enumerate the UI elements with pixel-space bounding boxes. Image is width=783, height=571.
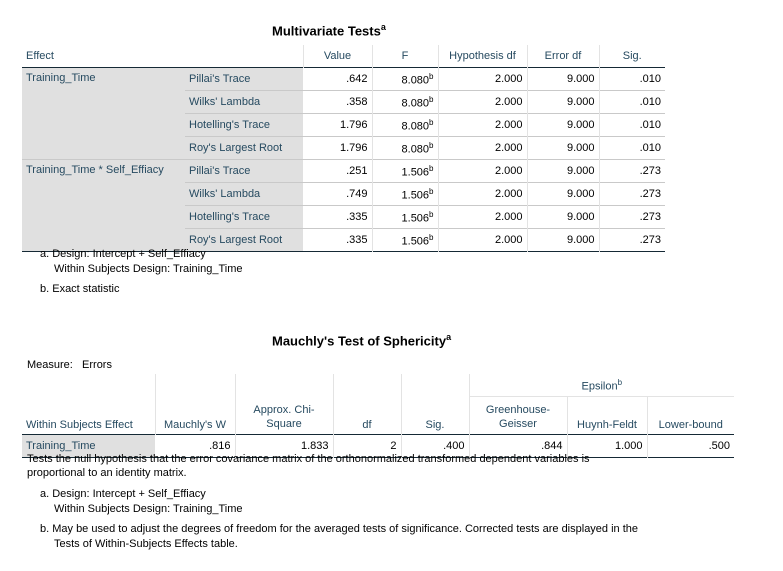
header-lower-bound: Lower-bound	[647, 397, 734, 435]
row-f-value: 1.506	[401, 235, 430, 248]
row-statistic: Wilks' Lambda	[185, 91, 303, 114]
multivariate-footnote-b: b. Exact statistic	[40, 283, 120, 295]
row-effect: Training_Time	[22, 434, 155, 457]
header-sig: Sig.	[599, 45, 665, 68]
header-within-subjects-effect: Within Subjects Effect	[26, 418, 133, 431]
mauchly-footnote-a-2: Within Subjects Design: Training_Time	[54, 503, 243, 515]
row-statistic: Roy's Largest Root	[185, 229, 303, 252]
row-value: .251	[346, 165, 368, 177]
row-f-value: 1.506	[401, 166, 430, 179]
header-chi-line1: Approx. Chi-	[253, 403, 315, 416]
row-hypothesis-df: 2.000	[438, 183, 527, 206]
header-df: df	[333, 397, 401, 435]
header-value: Value	[303, 45, 372, 68]
row-huynh-feldt: 1.000	[567, 434, 647, 457]
blank-cell	[333, 374, 401, 397]
row-error-df: 9.000	[527, 229, 599, 252]
row-hypothesis-df: 2.000	[438, 68, 527, 91]
row-value: 1.796	[303, 137, 372, 160]
row-f-value: 8.080	[401, 74, 430, 87]
row-hypothesis-df: 2.000	[438, 114, 527, 137]
row-f	[372, 114, 438, 137]
row-statistic: Hotelling's Trace	[185, 114, 303, 137]
row-f-sup: b	[429, 140, 434, 150]
row-sig: .273	[599, 183, 665, 206]
row-f-value: 1.506	[401, 212, 430, 225]
blank-cell	[401, 374, 469, 397]
row-sig: .010	[599, 91, 665, 114]
measure-value: Errors	[82, 359, 112, 371]
multivariate-title-sup: a	[380, 22, 386, 32]
row-value: .358	[303, 91, 372, 114]
row-f	[372, 229, 438, 252]
row-error-df: 9.000	[527, 183, 599, 206]
row-statistic: Hotelling's Trace	[185, 206, 303, 229]
multivariate-title-text: Multivariate Tests	[272, 23, 381, 39]
multivariate-footnote-a-2: Within Subjects Design: Training_Time	[54, 263, 243, 275]
null-hypothesis-note-1: Tests the null hypothesis that the error covariance matrix of the orthonormalized transformed dependent variables is	[27, 453, 590, 465]
row-f-value: 8.080	[401, 120, 430, 133]
row-error-df: 9.000	[527, 68, 599, 91]
row-error-df: 9.000	[527, 160, 599, 183]
row-statistic: Roy's Largest Root	[185, 137, 303, 160]
row-hypothesis-df: 2.000	[438, 137, 527, 160]
mauchly-table	[22, 374, 734, 458]
mauchly-header-row-1	[22, 374, 734, 397]
row-error-df: 9.000	[527, 91, 599, 114]
measure-label: Measure:	[27, 359, 73, 371]
mauchly-title-sup: a	[446, 332, 452, 342]
header-epsilon	[469, 374, 734, 397]
header-mauchlys-w: Mauchly's W	[155, 397, 235, 435]
row-error-df: 9.000	[527, 206, 599, 229]
header-epsilon-sup: b	[617, 377, 623, 387]
mauchly-footnote-a-1: a. Design: Intercept + Self_Effiacy	[40, 488, 206, 500]
row-value: .642	[346, 73, 368, 85]
row-f-sup: b	[429, 71, 434, 81]
header-effect: Effect	[26, 50, 54, 62]
row-sig: .010	[599, 114, 665, 137]
mauchly-title	[272, 332, 451, 348]
row-value: 1.796	[303, 114, 372, 137]
row-f	[372, 68, 438, 91]
row-sig: .273	[599, 206, 665, 229]
row-f-sup: b	[429, 117, 434, 127]
row-sig: .010	[599, 137, 665, 160]
row-effect: Training_Time	[22, 68, 185, 160]
mauchly-title-text: Mauchly's Test of Sphericity	[272, 333, 447, 349]
row-chi-square: 1.833	[235, 434, 333, 457]
row-sig: .400	[401, 434, 469, 457]
row-f	[372, 206, 438, 229]
row-f	[372, 137, 438, 160]
row-f	[372, 91, 438, 114]
header-f: F	[372, 45, 438, 68]
row-mauchlys-w: .816	[209, 439, 231, 452]
row-f-sup: b	[429, 232, 434, 242]
measure-line	[27, 358, 112, 372]
row-f-value: 8.080	[401, 97, 430, 110]
row-f-value: 8.080	[401, 143, 430, 156]
row-value: .335	[303, 206, 372, 229]
row-f-sup: b	[429, 209, 434, 219]
blank-cell	[155, 374, 235, 397]
multivariate-table	[22, 45, 665, 252]
null-hypothesis-note-2: proportional to an identity matrix.	[27, 467, 187, 479]
header-epsilon-text: Epsilon	[581, 380, 618, 393]
row-f-sup: b	[429, 163, 434, 173]
multivariate-title	[272, 22, 386, 38]
row-df: 2	[333, 434, 401, 457]
blank-cell	[22, 374, 155, 397]
row-sig: .273	[599, 229, 665, 252]
row-value: .749	[303, 183, 372, 206]
row-hypothesis-df: 2.000	[438, 160, 527, 183]
mauchly-footnote-b-2: Tests of Within-Subjects Effects table.	[54, 538, 238, 550]
row-sig: .273	[599, 160, 665, 183]
header-greenhouse-geisser	[469, 397, 567, 435]
row-sig: .010	[599, 68, 665, 91]
row-hypothesis-df: 2.000	[438, 229, 527, 252]
row-effect: Training_Time * Self_Effiacy	[22, 160, 185, 252]
multivariate-footnote-a-1: a. Design: Intercept + Self_Effiacy	[40, 248, 206, 260]
header-gg-line2: Geisser	[499, 417, 537, 430]
mauchly-footnote-b-1: b. May be used to adjust the degrees of freedom for the averaged tests of significance. Corrected tests are displayed in the	[40, 523, 639, 535]
row-error-df: 9.000	[527, 137, 599, 160]
header-hypothesis-df: Hypothesis df	[438, 45, 527, 68]
multivariate-body	[22, 68, 665, 252]
header-error-df: Error df	[527, 45, 599, 68]
row-lower-bound: .500	[647, 434, 734, 457]
multivariate-header-row	[22, 45, 665, 68]
header-gg-line1: Greenhouse-	[485, 403, 551, 416]
table-row	[22, 160, 665, 183]
row-hypothesis-df: 2.000	[438, 206, 527, 229]
header-chi-line2: Square	[266, 417, 302, 430]
row-statistic: Wilks' Lambda	[185, 183, 303, 206]
row-f-sup: b	[429, 94, 434, 104]
row-f-sup: b	[429, 186, 434, 196]
header-sig: Sig.	[401, 397, 469, 435]
row-greenhouse-geisser: .844	[469, 434, 567, 457]
row-value: .335	[303, 229, 372, 252]
row-statistic: Pillai's Trace	[185, 68, 303, 91]
row-f-value: 1.506	[401, 189, 430, 202]
table-row	[22, 68, 665, 91]
row-f	[372, 160, 438, 183]
mauchly-header-row-2	[22, 397, 734, 435]
row-error-df: 9.000	[527, 114, 599, 137]
header-huynh-feldt: Huynh-Feldt	[567, 397, 647, 435]
row-statistic: Pillai's Trace	[185, 160, 303, 183]
header-approx-chi-square	[235, 397, 333, 435]
row-f	[372, 183, 438, 206]
row-hypothesis-df: 2.000	[438, 91, 527, 114]
blank-cell	[235, 374, 333, 397]
